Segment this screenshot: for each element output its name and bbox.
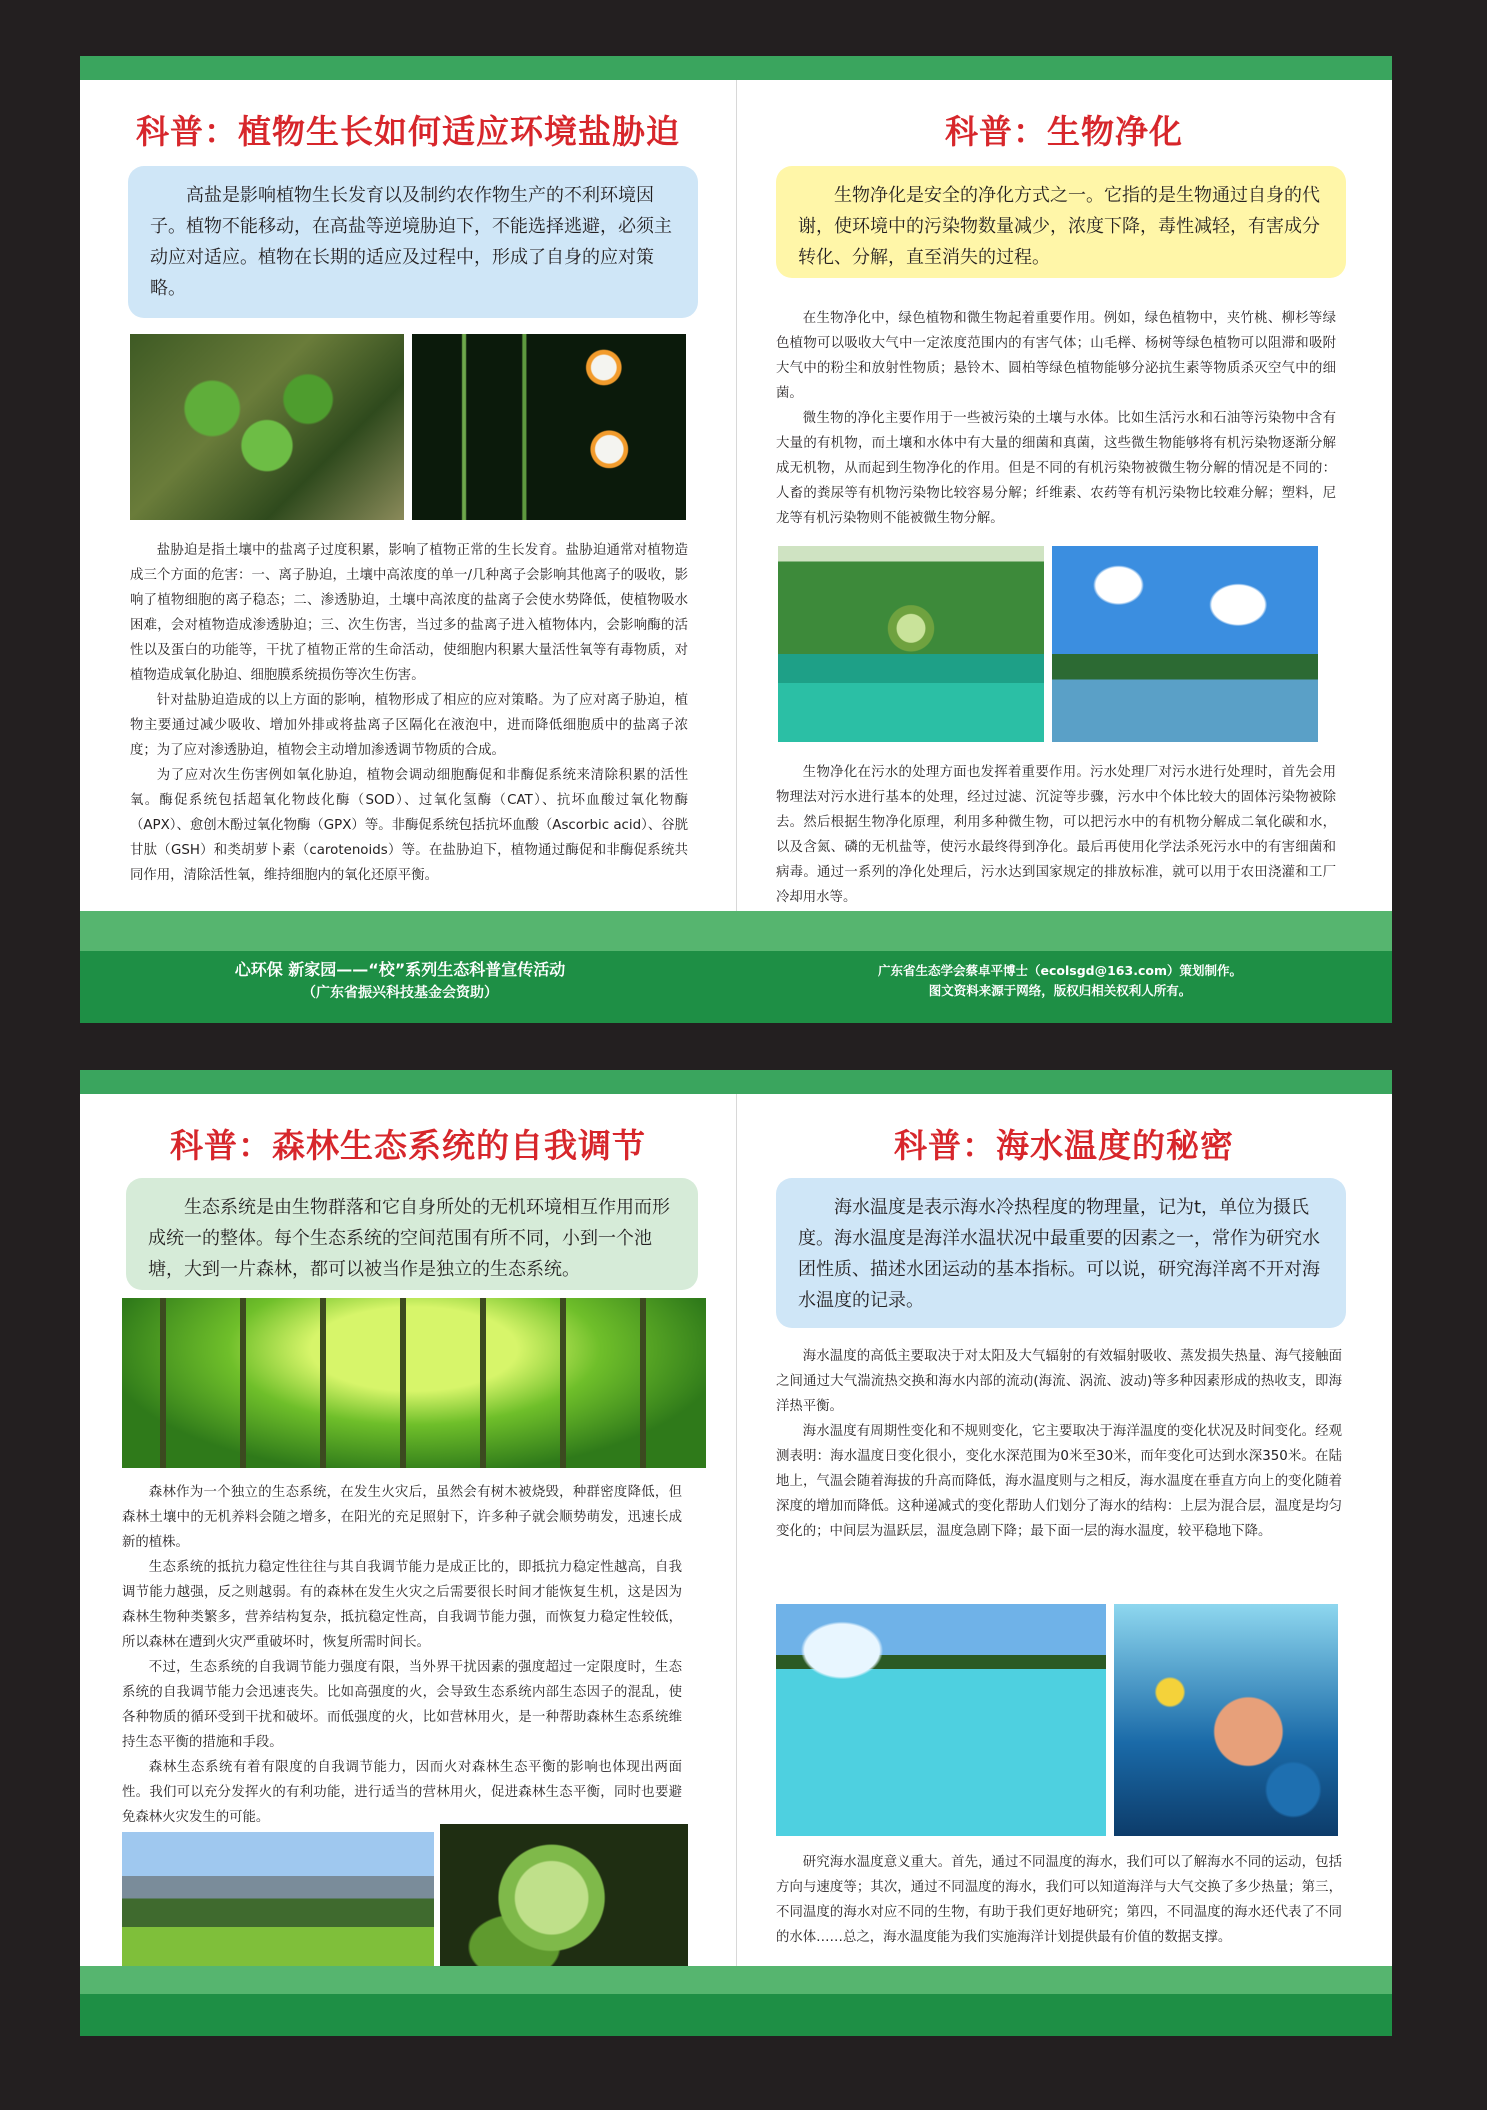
sea-temperature-paragraph: 海水温度有周期性变化和不规则变化，它主要取决于海洋温度的变化状况及时间变化。经观测表明：海水温度日变化很小，变化水深范围为0米至30米，而年变化可达到水深350米。在陆地上，气温会随着海拔的升高而降低，海水温度则与之相反，海水温度在垂直方向上的变化随着深度的增加而降低。这种递减式的变化帮助人们划分了海水的结构：上层为混合层，温度是均匀变化的；中间层为温跃层，温度急剧下降；最下面一层的海水温度，较平稳地下降。: [776, 1424, 1342, 1539]
sea-temperature-intro: 海水温度是表示海水冷热程度的物理量，记为t，单位为摄氏度。海水温度是海洋水温状况中最重要的因素之一，常作为研究水团性质、描述水团运动的基本指标。可以说，研究海洋离不开对海水温度的记录。: [776, 1178, 1346, 1328]
salt-stress-paragraph: 针对盐胁迫造成的以上方面的影响，植物形成了相应的应对策略。为了应对离子胁迫，植物主要通过减少吸收、增加外排或将盐离子区隔化在液泡中，进而降低细胞质中的盐离子浓度；为了应对渗透胁迫，植物会主动增加渗透调节物质的合成。: [130, 693, 688, 758]
sea-temperature-body-b: [776, 1850, 1342, 1950]
forest-ecosystem-title: 科普：森林生态系统的自我调节: [170, 1126, 646, 1165]
salt-stress-paragraph: 盐胁迫是指土壤中的盐离子过度积累，影响了植物正常的生长发育。盐胁迫通常对植物造成三个方面的危害：一、离子胁迫，土壤中高浓度的单一/几种离子会影响其他离子的吸收，影响了植物细胞的离子稳态；二、渗透胁迫，土壤中高浓度的盐离子会使水势降低，使植物吸水困难，会对植物造成渗透胁迫；三、次生伤害，当过多的盐离子进入植物体内，会影响酶的活性以及蛋白的功能等，干扰了植物正常的生命活动，使细胞内积累大量活性氧等有毒物质，对植物造成氧化胁迫、细胞膜系统损伤等次生伤害。: [130, 543, 688, 683]
bottom-green-band: [80, 1966, 1392, 2036]
tropical-sea-photo: [776, 1604, 1106, 1836]
forest-ecosystem-paragraph: 森林生态系统有着有限度的自我调节能力，因而火对森林生态平衡的影响也体现出两面性。我们可以充分发挥火的有利功能，进行适当的营林用火，促进森林生态平衡，同时也要避免森林火灾发生的可能。: [122, 1760, 682, 1825]
bio-purification-panel: [736, 80, 1392, 1023]
bottom-band-highlight: [80, 911, 1392, 951]
forest-ecosystem-paragraph: 生态系统的抵抗力稳定性往往与其自我调节能力是成正比的，即抵抗力稳定性越高，自我调节能力越强，反之则越弱。有的森林在发生火灾之后需要很长时间才能恢复生机，这是因为森林生物种类繁多，营养结构复杂，抵抗稳定性高，自我调节能力强，而恢复力稳定性较低，所以森林在遭到火灾严重破坏时，恢复所需时间长。: [122, 1560, 682, 1650]
bio-purification-paragraph: 在生物净化中，绿色植物和微生物起着重要作用。例如，绿色植物中，夹竹桃、柳杉等绿色植物可以吸收大气中一定浓度范围内的有害气体；山毛榉、杨树等绿色植物可以阻滞和吸附大气中的粉尘和放射性物质；悬铃木、圆柏等绿色植物能够分泌抗生素等物质杀灭空气中的细菌。: [776, 311, 1336, 401]
brochure-page-1: [80, 56, 1392, 1023]
campaign-slogan: 心环保 新家园——“校”系列生态科普宣传活动: [234, 960, 566, 979]
salt-stress-panel: [80, 80, 736, 1023]
sea-temperature-panel: [736, 1094, 1392, 2036]
forest-ecosystem-paragraph: 不过，生态系统的自我调节能力强度有限，当外界干扰因素的强度超过一定限度时，生态系统的自我调节能力会迅速丧失。比如高强度的火，会导致生态系统内部生态因子的混乱，使各种物质的循环受到干扰和破坏。而低强度的火，比如营林用火，是一种帮助森林生态系统维持生态平衡的措施和手段。: [122, 1660, 682, 1750]
brochure-page-2: [80, 1070, 1392, 2036]
bio-purification-intro: 生物净化是安全的净化方式之一。它指的是生物通过自身的代谢，使环境中的污染物数量减少，浓度下降，毒性减轻，有害成分转化、分解，直至消失的过程。: [776, 166, 1346, 278]
sea-temperature-body-a: [776, 1344, 1342, 1544]
lake-landscape-photo: [1052, 546, 1318, 742]
forest-ecosystem-body: [122, 1480, 682, 1830]
sea-temperature-title: 科普：海水温度的秘密: [894, 1126, 1234, 1165]
sponsor-note: （广东省振兴科技基金会资助）: [302, 985, 498, 1001]
top-green-band: [80, 56, 1392, 80]
green-bud-photo: [440, 1824, 688, 1988]
coral-reef-photo: [1114, 1604, 1338, 1836]
moss-plant-photo: [130, 334, 404, 520]
bio-purification-body-a: [776, 306, 1336, 531]
salt-stress-title: 科普：植物生长如何适应环境盐胁迫: [136, 112, 680, 151]
sunlit-forest-photo: [122, 1298, 706, 1468]
salt-stress-body: [130, 538, 688, 888]
sea-temperature-paragraph: 海水温度的高低主要取决于对太阳及大气辐射的有效辐射吸收、蒸发损失热量、海气接触面之间通过大气湍流热交换和海水内部的流动(海流、涡流、波动)等多种因素形成的热收支，即海洋热平衡。: [776, 1349, 1342, 1414]
forest-ecosystem-panel: [80, 1094, 736, 2036]
bottom-band-highlight: [80, 1966, 1392, 1994]
bio-purification-title: 科普：生物净化: [945, 112, 1183, 151]
copyright-note: 图文资料来源于网络，版权归相关权利人所有。: [928, 983, 1192, 998]
salt-stress-intro: 高盐是影响植物生长发育以及制约农作物生产的不利环境因子。植物不能移动，在高盐等逆境胁迫下，不能选择逃避，必须主动应对适应。植物在长期的适应及过程中，形成了自身的应对策略。: [128, 166, 698, 318]
bio-purification-body-b: [776, 760, 1336, 910]
daffodil-photo: [412, 334, 686, 520]
forest-ecosystem-intro: 生态系统是由生物群落和它自身所处的无机环境相互作用而形成统一的整体。每个生态系统的空间范围有所不同，小到一个池塘，大到一片森林，都可以被当作是独立的生态系统。: [126, 1178, 698, 1290]
producer-credit: 广东省生态学会蔡卓平博士（ecolsgd@163.com）策划制作。: [878, 963, 1242, 978]
bottom-green-band: [80, 911, 1392, 1023]
bio-purification-paragraph: 生物净化在污水的处理方面也发挥着重要作用。污水处理厂对污水进行处理时，首先会用物理法对污水进行基本的处理，经过过滤、沉淀等步骤，污水中个体比较大的固体污染物被除去。然后根据生物净化原理，利用多种微生物，可以把污水中的有机物分解成二氧化碳和水，以及含氮、磷的无机盐等，使污水最终得到净化。最后再使用化学法杀死污水中的有害细菌和病毒。通过一系列的净化处理后，污水达到国家规定的排放标准，就可以用于农田浇灌和工厂冷却用水等。: [776, 765, 1336, 905]
salt-stress-paragraph: 为了应对次生伤害例如氧化胁迫，植物会调动细胞酶促和非酶促系统来清除积累的活性氧。酶促系统包括超氧化物歧化酶（SOD）、过氧化氢酶（CAT）、抗坏血酸过氧化物酶（APX）、愈创木酚过氧化物酶（GPX）等。非酶促系统包括抗坏血酸（Ascorbic acid）、谷胱甘肽（GSH）和类胡萝卜素（carotenoids）等。在盐胁迫下，植物通过酶促和非酶促系统共同作用，清除活性氧，维持细胞内的氧化还原平衡。: [130, 768, 688, 883]
sea-temperature-paragraph: 研究海水温度意义重大。首先，通过不同温度的海水，我们可以了解海水不同的运动，包括方向与速度等；其次，通过不同温度的海水，我们可以知道海洋与大气交换了多少热量；第三，不同温度的海水对应不同的生物，有助于我们更好地研究；第四，不同温度的海水还代表了不同的水体……总之，海水温度能为我们实施海洋计划提供最有价值的数据支撑。: [776, 1855, 1342, 1945]
top-green-band: [80, 1070, 1392, 1094]
thistle-lake-photo: [778, 546, 1044, 742]
bio-purification-paragraph: 微生物的净化主要作用于一些被污染的土壤与水体。比如生活污水和石油等污染物中含有大量的有机物，而土壤和水体中有大量的细菌和真菌，这些微生物能够将有机污染物逐渐分解成无机物，从而起到生物净化的作用。但是不同的有机污染物被微生物分解的情况是不同的：人畜的粪尿等有机物污染物比较容易分解；纤维素、农药等有机污染物比较难分解；塑料，尼龙等有机污染物则不能被微生物分解。: [776, 411, 1336, 526]
forest-ecosystem-paragraph: 森林作为一个独立的生态系统，在发生火灾后，虽然会有树木被烧毁，种群密度降低，但森林土壤中的无机养料会随之增多，在阳光的充足照射下，许多种子就会顺势萌发，迅速长成新的植株。: [122, 1485, 682, 1550]
